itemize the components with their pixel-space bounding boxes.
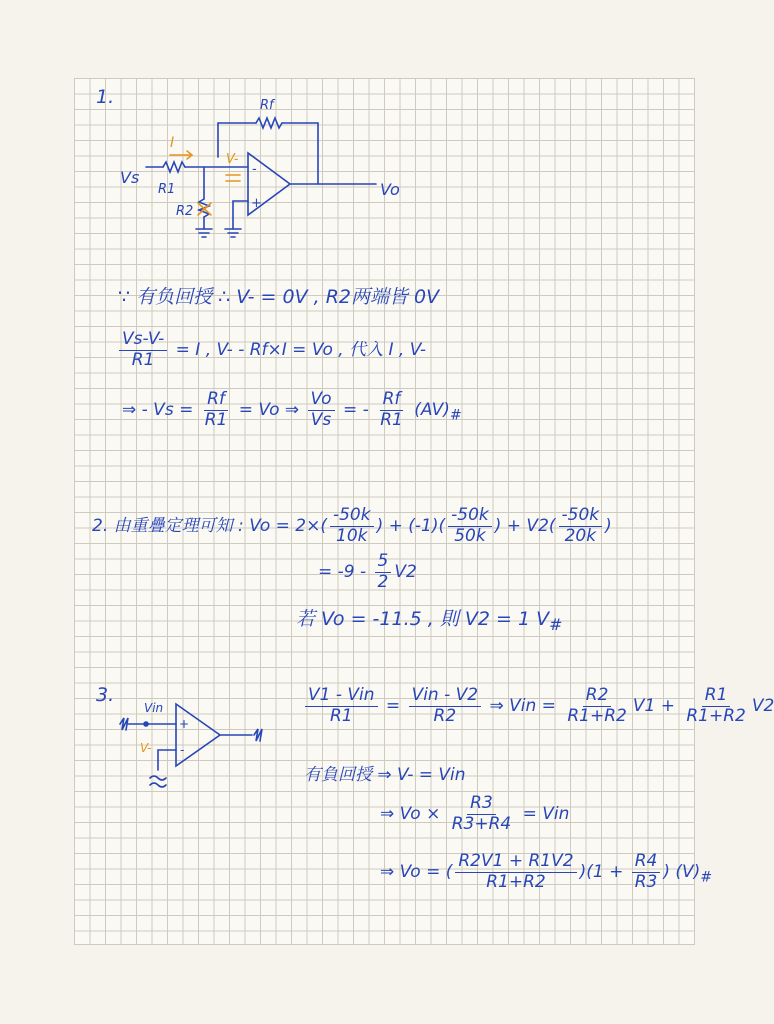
fraction (308, 390, 335, 430)
math-text: Vs (310, 409, 332, 430)
fraction (683, 686, 749, 726)
vs-label: Vs (120, 168, 140, 187)
math-text: R1 (380, 409, 403, 430)
opamp-plus: + (251, 196, 262, 211)
math-text: Vs-V- (119, 330, 167, 351)
fraction (449, 794, 515, 834)
p2-line-2 (318, 552, 417, 592)
math-text: 若 Vo = -11.5 , 則 V2 = 1 V (296, 608, 550, 630)
math-text: R1+R2 (486, 871, 546, 892)
vo-label: Vo (380, 180, 400, 199)
math-text: R1 (131, 349, 155, 370)
p2-line-1 (92, 506, 612, 546)
math-text: V1 - Vin (305, 686, 378, 707)
math-text: 2 (377, 571, 389, 592)
math-text: ) + V2( (494, 516, 556, 537)
math-text: = -9 - (318, 562, 367, 583)
problem-3-number: 3. (96, 684, 115, 706)
current-i-label: I (170, 135, 175, 151)
math-text: Rf (204, 390, 228, 411)
fraction (448, 506, 492, 546)
math-text: -50k (330, 506, 374, 527)
math-text: Vin - V2 (409, 686, 482, 707)
opamp-plus-3: + (179, 717, 190, 731)
fraction (409, 686, 482, 726)
p3-line-4 (380, 852, 712, 892)
problem-2-number: 2. (92, 516, 109, 537)
p3-line-3 (380, 794, 569, 834)
math-text: 20k (564, 525, 597, 546)
math-text: ⇒ Vo × (380, 804, 441, 825)
p2-line-3 (296, 604, 562, 634)
math-text: R2V1 + R1V2 (455, 852, 576, 873)
math-text: = I , V- - Rf×I = Vo , 代入 I , V- (175, 340, 426, 361)
vminus-label-3: V- (140, 741, 152, 755)
circuit-diagram-1 (118, 95, 418, 255)
math-text: 10k (336, 525, 368, 546)
circuit-diagram-3 (112, 690, 292, 800)
fraction (202, 390, 231, 430)
fraction (632, 852, 661, 892)
math-text: R3 (467, 794, 496, 815)
end-mark: # (449, 407, 462, 424)
math-text: 由重疊定理可知 : (113, 516, 244, 537)
r2-label: R2 (176, 204, 194, 219)
fraction (564, 686, 630, 726)
math-text: = Vo ⇒ (238, 400, 300, 421)
p3-line-1 (302, 686, 774, 726)
math-text: R3 (634, 871, 658, 892)
math-text: V2 (751, 696, 774, 717)
rf-label: Rf (260, 98, 274, 113)
math-text: R1 (702, 686, 731, 707)
end-mark: # (549, 614, 563, 634)
fraction (305, 686, 378, 726)
opamp-minus: - (252, 162, 257, 177)
math-text: 5 (375, 552, 392, 573)
r1-label: R1 (158, 182, 176, 197)
math-text: ⇒ Vo = ( (380, 862, 453, 883)
math-text: = Vin (522, 804, 570, 825)
math-text: ) (605, 516, 612, 537)
math-text: ) (V) (663, 862, 701, 883)
math-text: ⇒ Vin = (489, 696, 556, 717)
opamp-minus-3: - (180, 743, 185, 757)
math-text: R1 (204, 409, 228, 430)
problem-1-number: 1. (96, 86, 115, 108)
math-text: -50k (559, 506, 603, 527)
vin-label: Vin (144, 701, 164, 715)
fraction (377, 390, 406, 430)
p1-line-3 (122, 390, 462, 430)
math-text: R2 (583, 686, 612, 707)
p3-line-2: 有負回授 ⇒ V- = Vin (304, 765, 466, 785)
math-text: R3+R4 (451, 813, 512, 834)
math-text: R1+R2 (567, 705, 627, 726)
math-text: Rf (380, 390, 404, 411)
math-text: -50k (448, 506, 492, 527)
math-text: (AV) (414, 400, 450, 421)
math-text: = - (342, 400, 369, 421)
fraction (455, 852, 576, 892)
math-text: R2 (433, 705, 457, 726)
math-text: R1+R2 (686, 705, 746, 726)
p1-line-1: ∵ 有负回授 ∴ V- = 0V , R2两端皆 0V (118, 286, 440, 308)
end-mark: # (700, 869, 713, 886)
math-text: ) + (-1)( (376, 516, 446, 537)
fraction (559, 506, 603, 546)
math-text: 50k (454, 525, 486, 546)
math-text: )(1 + (579, 862, 624, 883)
fraction (330, 506, 374, 546)
math-text: V1 + (632, 696, 675, 717)
math-text: V2 (394, 562, 417, 583)
math-text: Vo (308, 390, 335, 411)
math-text: R4 (632, 852, 661, 873)
fraction (375, 552, 392, 592)
math-text: = (385, 696, 401, 717)
p1-line-2 (116, 330, 426, 370)
vminus-label: V- (226, 152, 239, 167)
math-text: ⇒ - Vs = (122, 400, 194, 421)
math-text: Vo = 2×( (249, 516, 327, 537)
fraction (119, 330, 167, 370)
math-text: R1 (329, 705, 353, 726)
